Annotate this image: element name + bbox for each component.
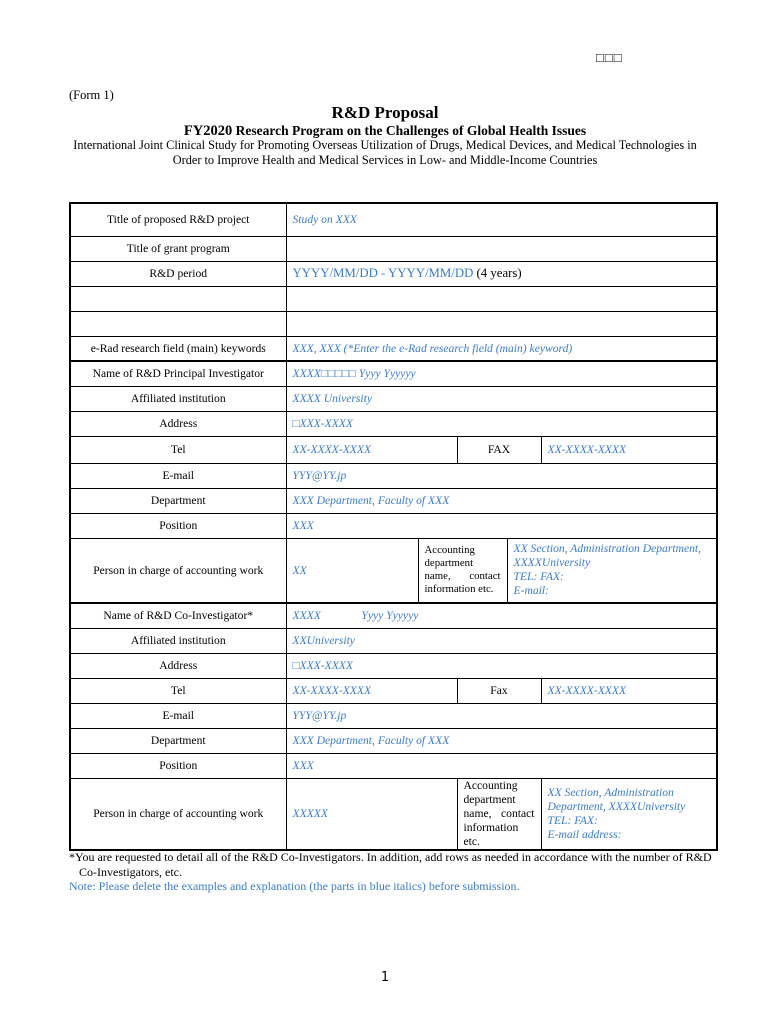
- top-mark: □□□: [596, 50, 623, 65]
- row-grant-program: [70, 236, 717, 261]
- coi-department-label: Department: [70, 728, 286, 753]
- pi-fax-label: FAX: [457, 436, 541, 463]
- coi-tel-field[interactable]: XX-XXXX-XXXX: [286, 678, 457, 703]
- pi-accounting-info-field[interactable]: [507, 538, 717, 603]
- row-coi-institution: [70, 628, 717, 653]
- rd-period-label: R&D period: [70, 261, 286, 286]
- coi-accounting-tel-fax: TEL: FAX:: [547, 813, 598, 827]
- deletion-note: Note: Please delete the examples and explanation (the parts in blue italics) before submission.: [69, 879, 520, 893]
- pi-institution-label: Affiliated institution: [70, 386, 286, 411]
- pi-accounting-field[interactable]: XX: [286, 538, 418, 603]
- row-coi-department: [70, 728, 717, 753]
- coi-address-field[interactable]: □XXX-XXXX: [286, 653, 717, 678]
- project-title-field[interactable]: Study on XXX: [286, 203, 717, 236]
- pi-tel-field[interactable]: XX-XXXX-XXXX: [286, 436, 457, 463]
- pi-position-label: Position: [70, 513, 286, 538]
- row-rd-period: [70, 261, 717, 286]
- pi-institution-field[interactable]: XXXX University: [286, 386, 717, 411]
- blank-label-1: [70, 286, 286, 311]
- coi-accounting-section: XX Section, Administration Department, XXXXUniversity: [547, 785, 686, 813]
- pi-email-field[interactable]: YYY@YY.jp: [286, 463, 717, 488]
- coi-fax-label: Fax: [457, 678, 541, 703]
- row-pi-address: [70, 411, 717, 436]
- row-blank-1: [70, 286, 717, 311]
- pi-department-label: Department: [70, 488, 286, 513]
- coi-name-label: Name of R&D Co-Investigator*: [70, 603, 286, 628]
- blank-label-2: [70, 311, 286, 336]
- row-pi-name: [70, 361, 717, 386]
- coi-email-label: E-mail: [70, 703, 286, 728]
- pi-address-field[interactable]: □XXX-XXXX: [286, 411, 717, 436]
- row-project-title: [70, 203, 717, 236]
- pi-name-field[interactable]: XXXX□□□□□ Yyyy Yyyyyy: [286, 361, 717, 386]
- row-pi-department: [70, 488, 717, 513]
- coi-fax-field[interactable]: XX-XXXX-XXXX: [541, 678, 717, 703]
- row-pi-institution: [70, 386, 717, 411]
- erad-keywords-field[interactable]: XXX, XXX (*Enter the e-Rad research field (main) keyword): [286, 336, 717, 361]
- coi-institution-field[interactable]: XXUniversity: [286, 628, 717, 653]
- row-pi-accounting: [70, 538, 717, 603]
- subtitle-year: FY2020: [183, 123, 233, 139]
- pi-accounting-tel-fax: TEL: FAX:: [513, 570, 564, 584]
- coi-department-field[interactable]: XXX Department, Faculty of XXX: [286, 728, 717, 753]
- coi-tel-label: Tel: [70, 678, 286, 703]
- rd-period-field[interactable]: [286, 261, 717, 286]
- coi-email-field[interactable]: YYY@YY.jp: [286, 703, 717, 728]
- pi-name-label: Name of R&D Principal Investigator: [70, 361, 286, 386]
- pi-position-field[interactable]: XXX: [286, 513, 717, 538]
- coi-position-label: Position: [70, 753, 286, 778]
- subtitle-text: Research Program on the Challenges of Global Health Issues: [232, 123, 587, 138]
- coi-accounting-label: Person in charge of accounting work: [70, 778, 286, 850]
- document-description: International Joint Clinical Study for Promoting Overseas Utilization of Drugs, Medical Devices, and Medical Technologies in Order to Improve Health and Medical Services in Low- and Middle-Income Countries: [73, 138, 697, 167]
- pi-fax-field[interactable]: XX-XXXX-XXXX: [541, 436, 717, 463]
- grant-program-label: Title of grant program: [70, 236, 286, 261]
- grant-program-field[interactable]: [286, 236, 717, 261]
- row-coi-address: [70, 653, 717, 678]
- proposal-form-table: [69, 202, 718, 851]
- coi-institution-label: Affiliated institution: [70, 628, 286, 653]
- pi-accounting-info-label: Accounting department name, contact information etc.: [418, 538, 507, 603]
- coi-accounting-field[interactable]: XXXXX: [286, 778, 457, 850]
- row-erad-keywords: [70, 336, 717, 361]
- project-title-label: Title of proposed R&D project: [70, 203, 286, 236]
- document-title: R&D Proposal: [331, 103, 439, 122]
- coi-accounting-info-field[interactable]: [541, 778, 717, 850]
- rd-period-dates: YYYY/MM/DD - YYYY/MM/DD: [292, 266, 474, 280]
- row-coi-accounting: [70, 778, 717, 850]
- row-pi-email: [70, 463, 717, 488]
- row-coi-tel-fax: [70, 678, 717, 703]
- row-pi-position: [70, 513, 717, 538]
- row-blank-2: [70, 311, 717, 336]
- coi-accounting-info-label: Accounting department name, contact information etc.: [457, 778, 541, 850]
- pi-accounting-section: XX Section, Administration Department, XXXXUniversity: [513, 542, 702, 570]
- row-coi-position: [70, 753, 717, 778]
- pi-accounting-label: Person in charge of accounting work: [70, 538, 286, 603]
- coi-accounting-email: E-mail address:: [547, 827, 622, 841]
- row-coi-name: [70, 603, 717, 628]
- page-number: 1: [380, 970, 390, 985]
- row-coi-email: [70, 703, 717, 728]
- coi-address-label: Address: [70, 653, 286, 678]
- co-investigator-note: *You are requested to detail all of the R&D Co-Investigators. In addition, add rows as needed in accordance with the number of R&D Co-Investigators, etc.: [69, 850, 712, 879]
- blank-field-2[interactable]: [286, 311, 717, 336]
- rd-period-years: (4 years): [473, 266, 522, 280]
- coi-name-field[interactable]: XXXX Yyyy Yyyyyy: [286, 603, 717, 628]
- pi-address-label: Address: [70, 411, 286, 436]
- row-pi-tel-fax: [70, 436, 717, 463]
- pi-department-field[interactable]: XXX Department, Faculty of XXX: [286, 488, 717, 513]
- coi-position-field[interactable]: XXX: [286, 753, 717, 778]
- erad-keywords-label: e-Rad research field (main) keywords: [70, 336, 286, 361]
- pi-email-label: E-mail: [70, 463, 286, 488]
- notes: [69, 850, 719, 894]
- blank-field-1[interactable]: [286, 286, 717, 311]
- pi-tel-label: Tel: [70, 436, 286, 463]
- form-label: (Form 1): [69, 88, 114, 102]
- pi-accounting-email: E-mail:: [513, 584, 549, 598]
